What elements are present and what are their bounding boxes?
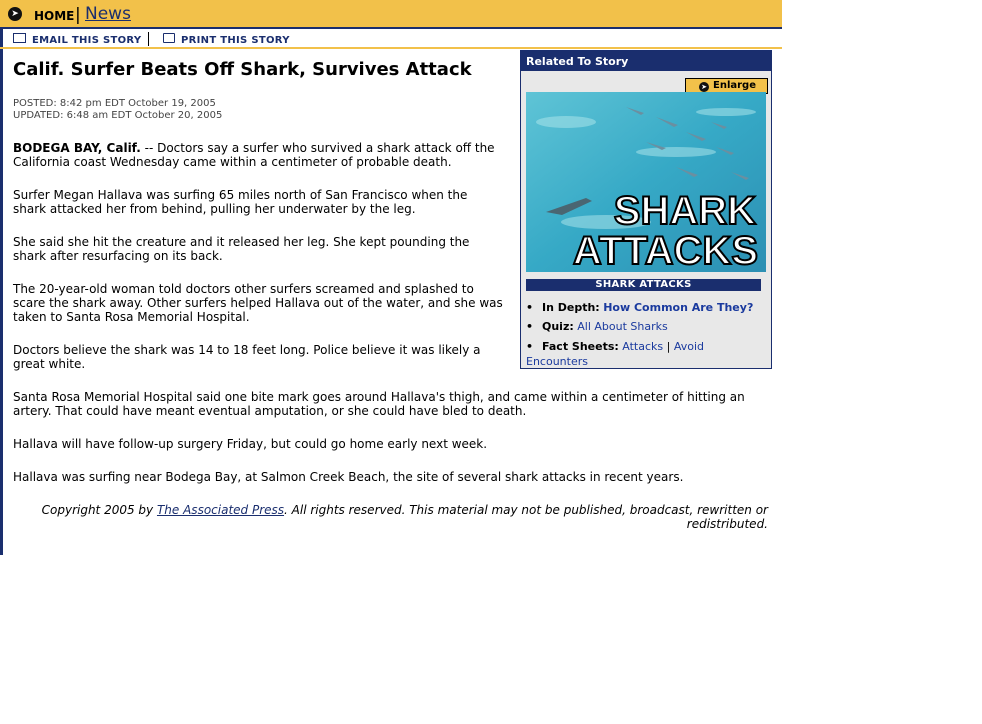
copyright-prefix: Copyright 2005 by [41, 503, 157, 517]
paragraph: The 20-year-old woman told doctors other surfers screamed and splashed to scare the shark away. Other surfers helped Hallava out of the water, and she was taken to Santa Rosa Memorial Hospital. [13, 282, 503, 324]
email-story-button[interactable] [13, 33, 141, 46]
left-border [0, 0, 3, 555]
paragraph: Surfer Megan Hallava was surfing 65 miles north of San Francisco when the shark attacked her from behind, pulling her underwater by the leg. [13, 188, 468, 216]
image-title-line2: ATTACKS [572, 229, 758, 272]
quiz-label: Quiz: [542, 320, 574, 333]
bullet: • [526, 340, 534, 353]
circle-arrow-icon: ➤ [699, 82, 709, 92]
story-toolbar [0, 29, 782, 49]
copyright-suffix: . All rights reserved. This material may not be published, broadcast, rewritten or redistributed. [284, 503, 768, 531]
link-separator: | [666, 340, 671, 353]
printer-icon [163, 33, 175, 43]
all-about-sharks-link[interactable]: All About Sharks [577, 320, 668, 333]
print-story-button[interactable] [163, 33, 290, 46]
image-caption: SHARK ATTACKS [526, 279, 761, 291]
avoid-encounters-link[interactable]: Avoid Encounters [526, 340, 705, 368]
related-links [526, 298, 768, 369]
list-item [526, 298, 768, 317]
circle-arrow-icon[interactable]: ➤ [8, 7, 22, 21]
print-story-label: PRINT THIS STORY [181, 35, 290, 46]
shark-attacks-image[interactable] [526, 92, 766, 272]
copyright-notice [40, 503, 768, 531]
news-section-link[interactable]: News [85, 4, 131, 24]
paragraph: Doctors believe the shark was 14 to 18 feet long. Police believe it was likely a great white. [13, 343, 481, 371]
list-item [526, 339, 768, 369]
related-header: Related To Story [521, 51, 771, 71]
article-dates [13, 98, 222, 122]
dateline: BODEGA BAY, Calif. [13, 141, 141, 155]
fact-sheets-label: Fact Sheets: [542, 340, 619, 353]
paragraph: Hallava was surfing near Bodega Bay, at Salmon Creek Beach, the site of several shark attacks in recent years. [13, 470, 684, 484]
home-link[interactable]: HOME [34, 9, 75, 23]
list-item [526, 317, 768, 336]
in-depth-label: In Depth: [542, 301, 600, 314]
associated-press-link[interactable]: The Associated Press [156, 503, 285, 517]
bullet: • [526, 301, 534, 314]
email-story-label: EMAIL THIS STORY [32, 35, 142, 46]
envelope-icon [13, 33, 26, 43]
toolbar-divider [148, 32, 149, 46]
attacks-link[interactable]: Attacks [622, 340, 664, 353]
bullet: • [526, 320, 534, 333]
how-common-link[interactable]: How Common Are They? [603, 301, 754, 314]
lead-text: -- Doctors say a surfer who survived a shark attack off the California coast Wednesday came within a centimeter of probable death. [13, 141, 495, 169]
paragraph: Santa Rosa Memorial Hospital said one bite mark goes around Hallava's thigh, and came within a centimeter of hitting an artery. That could have meant eventual amputation, or she could have bled to death. [13, 390, 745, 418]
paragraph: Hallava will have follow-up surgery Friday, but could go home early next week. [13, 437, 488, 451]
article-headline: Calif. Surfer Beats Off Shark, Survives Attack [13, 59, 472, 80]
lead-paragraph [13, 141, 503, 169]
top-nav-bar [0, 0, 782, 29]
enlarge-label: Enlarge [713, 80, 756, 91]
nav-separator: | [75, 5, 81, 25]
image-title-line1: SHARK [613, 189, 756, 233]
updated-date: UPDATED: 6:48 am EDT October 20, 2005 [13, 110, 223, 121]
related-story-box [520, 50, 772, 369]
posted-date: POSTED: 8:42 pm EDT October 19, 2005 [13, 98, 216, 109]
paragraph: She said she hit the creature and it released her leg. She kept pounding the shark after resurfacing on its back. [13, 235, 470, 263]
